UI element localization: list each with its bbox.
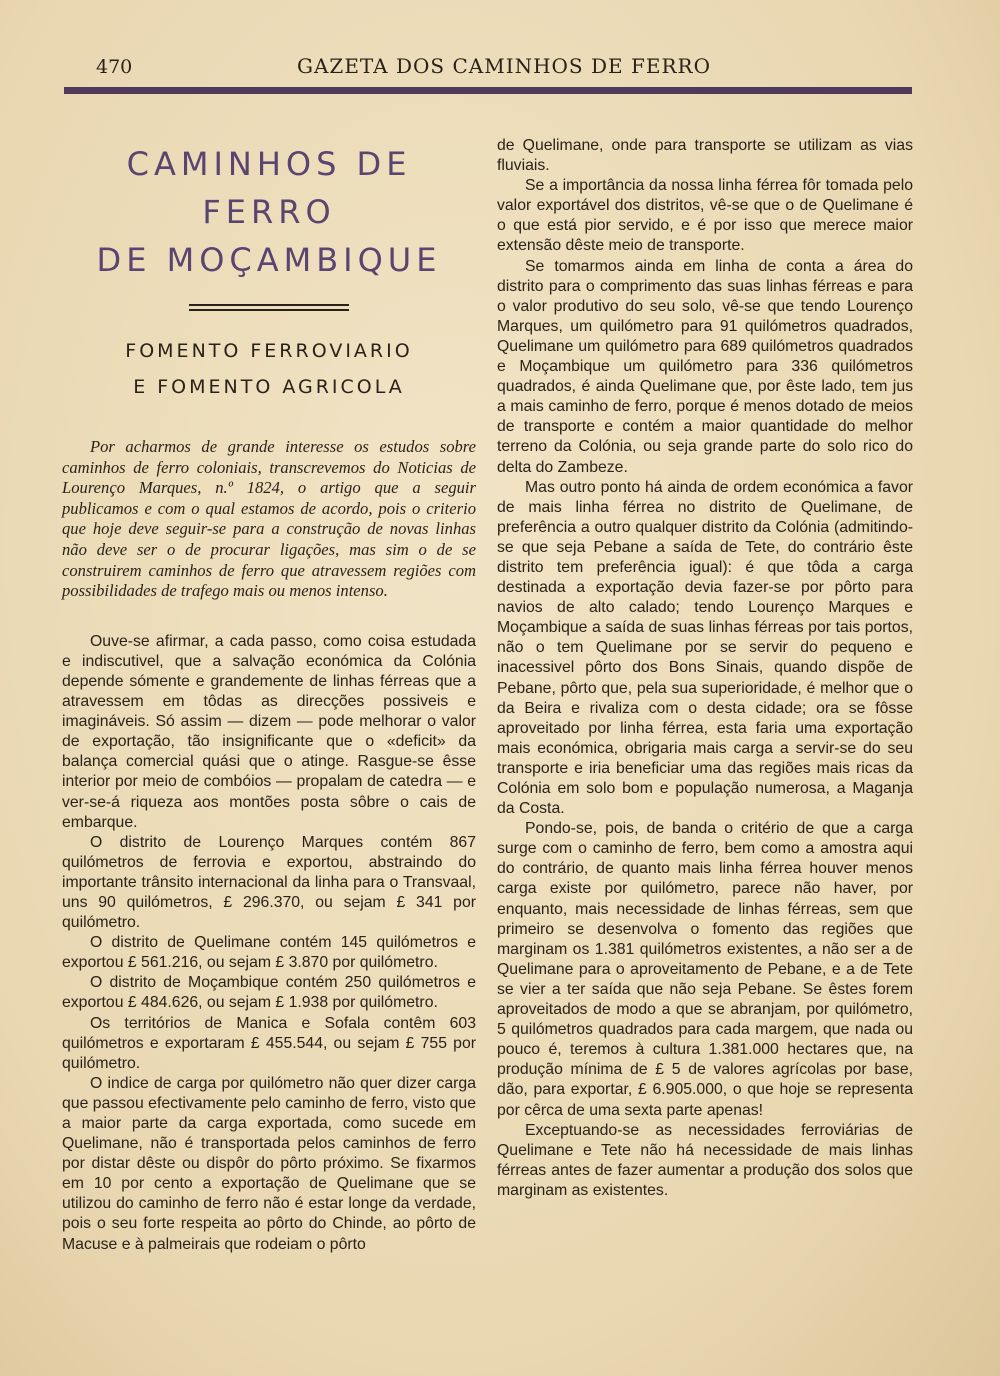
body-paragraph: Se a importância da nossa linha férrea fôr tomada pelo valor exportável dos distritos, vê-se que o de Quelimane é o que está pior servido, e é por isso que merece maior extensão dêste meio de transporte. [497, 177, 913, 255]
body-paragraph: O indice de carga por quilómetro não quer dizer carga que passou efectivamente pelo caminho de ferro, visto que a maior parte da carga exportada, como sucede em Quelimane, não é transportada pelos caminhos de ferro por distar dêste ou dispôr do pôrto próximo. Se fixarmos em 10 por cento a exportação de Quelimane que se utilizou do caminho de ferro não é estar longe da verdade, pois o seu forte respeita ao pôrto do Chinde, ao pôrto de Macuse e à palmeirais que rodeiam o pôrto [62, 1074, 476, 1253]
body-paragraph: de Quelimane, onde para transporte se utilizam as vias fluviais. [497, 137, 913, 175]
article-subtitle [62, 333, 476, 405]
body-paragraph: Mas outro ponto há ainda de ordem económica a favor de mais linha férrea no distrito de Quelimane, de preferência a outro qualquer distrito da Colónia (admitindo-se que seja Pebane a saída de Tete, do contrário êste distrito tem preferência igual): é que tôda a carga destinada a exportação devia fazer-se por pôrto para navios de alto calado; tendo Lourenço Marques e Moçambique a saída de suas linhas férreas por tais portos, não o tem Quelimane por se servir do pequeno e inacessivel pôrto dos Bons Sinais, quando dispõe de Pebane, pôrto que, pela sua superioridade, é melhor que o da Beira e rivaliza com o desta cidade; ora se fôsse aproveitado por linha férrea, esta faria uma exportação mais económica, obrigaria mais carga a servir-se do seu transporte e iria beneficiar uma das regiões mais ricas da Colónia em solo bom e população numerosa, a Maganja da Costa. [497, 478, 913, 818]
body-paragraph: Exceptuando-se as necessidades ferroviárias de Quelimane e Tete não há necessidade de mais linhas férreas antes de fazer aumentar a produção dos solos que marginam as existentes. [497, 1121, 913, 1199]
left-column [62, 136, 476, 1255]
body-paragraph: Se tomarmos ainda em linha de conta a área do distrito para o comprimento das suas linhas férreas e para o valor produtivo do seu solo, vê-se que tendo Lourenço Marques, um quilómetro para 91 quilómetros quadrados, Quelimane um quilómetro para 689 quilómetros quadrados e Moçambique um quilómetro para 336 quilómetros quadrados, é ainda Quelimane que, por êste lado, tem jus a mais caminho de ferro, porque é menos dotado de meios de transporte e contém a maior quantidade do melhor terreno da Colónia, ou seja grande parte do solo rico do delta do Zambeze. [497, 257, 913, 476]
left-body [62, 632, 476, 1255]
journal-title: GAZETA DOS CAMINHOS DE FERRO [297, 54, 711, 78]
body-paragraph: O distrito de Lourenço Marques contém 867 quilómetros de ferrovia e exportou, abstraindo do importante trânsito internacional da linha para o Transvaal, uns 90 quilómetros, £ 296.370, ou sejam £ 341 por quilómetro. [62, 833, 476, 932]
body-paragraph: Os territórios de Manica e Sofala contêm 603 quilómetros e exportaram £ 455.544, ou sejam £ 755 por quilómetro. [62, 1014, 476, 1072]
body-paragraph: Ouve-se afirmar, a cada passo, como coisa estudada e indiscutivel, que a salvação económica da Colónia depende sómente e grandemente de linhas férreas que a atravessem em tôdas as direcções possiveis e imagináveis. Só assim — dizem — pode melhorar o valor de exportação, tão insignificante que o «deficit» da balança comercial quási que o atinge. Rasgue-se êsse interior por meio de combóios — propalam de catedra — e ver-se-á riqueza aos montões posta sôbre o cais de embarque. [62, 632, 476, 831]
body-paragraph: O distrito de Moçambique contém 250 quilómetros e exportou £ 484.626, ou sejam £ 1.938 por quilómetro. [62, 974, 476, 1012]
intro-paragraph: Por acharmos de grande interesse os estudos sobre caminhos de ferro coloniais, transcrevemos do Noticias de Lourenço Marques, n.º 1824, o artigo que a seguir publicamos e com o qual estamos de acordo, pois o criterio que hoje deve seguir-se para a construção de novas linhas não deve ser o de procurar ligações, mas sim o de se construirem caminhos de ferro que atravessem regiões com possibilidades de trafego mais ou menos intenso. [62, 437, 476, 601]
article-title-line-1: CAMINHOS DE FERRO [126, 145, 412, 231]
page-number: 470 [96, 56, 133, 78]
body-paragraph: Pondo-se, pois, de banda o critério de que a carga surge com o caminho de ferro, bem como a amostra aqui do contrário, de quanto mais linha férrea houver menos carga existe por quilómetro, parece não haver, por enquanto, mais necessidade de linhas férreas, sem que primeiro se desenvolva o fomento das regiões que marginam os 1.381 quilómetros existentes, a não ser a de Quelimane para o aproveitamento de Pebane, e a de Tete se vier a ter saída que não seja Pebane. Se êstes forem aproveitados de modo a que se abranjam, por quilómetro, 5 quilómetros quadrados para cada margem, que nada ou pouco é, teremos à cultura 1.381.000 hectares que, na produção mínima de £ 5 de valores agrícolas por base, dão, para exportar, £ 6.905.000, o que hoje se representa por cêrca de uma sexta parte apenas! [497, 820, 913, 1119]
article-title-line-2: DE MOÇAMBIQUE [96, 241, 442, 279]
article-subtitle-line-1: FOMENTO FERROVIARIO [125, 340, 413, 362]
article-title [62, 140, 476, 284]
editorial-intro [62, 437, 476, 602]
header-rule [64, 87, 912, 94]
page-header [96, 52, 912, 82]
title-divider [189, 304, 349, 311]
body-paragraph: O distrito de Quelimane contém 145 quilómetros e exportou £ 561.216, ou sejam £ 3.870 por quilómetro. [62, 934, 476, 972]
article-subtitle-line-2: E FOMENTO AGRICOLA [133, 376, 405, 398]
right-column [497, 136, 913, 1201]
